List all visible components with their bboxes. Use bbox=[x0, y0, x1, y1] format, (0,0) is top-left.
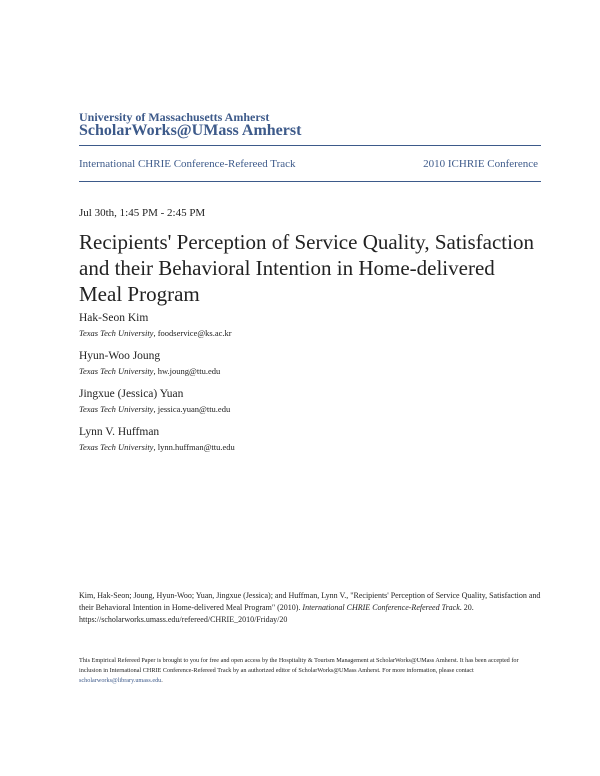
citation-url[interactable]: https://scholarworks.umass.edu/refereed/CHRIE_2010/Friday/20 bbox=[79, 615, 288, 624]
access-notice bbox=[79, 656, 541, 686]
citation-text: Kim, Hak-Seon; Joung, Hyun-Woo; Yuan, Jingxue (Jessica); and Huffman, Lynn V., "Recipients' Perception of Service Quality, Satisfaction and their Behavioral Intention in Home-delivered Meal Program" (2010). bbox=[79, 591, 541, 612]
contact-email-link[interactable]: scholarworks@library.umass.edu bbox=[79, 677, 162, 684]
author-institution: Texas Tech University bbox=[79, 366, 154, 376]
author-name: Hyun-Woo Joung bbox=[79, 350, 161, 362]
author-name: Jingxue (Jessica) Yuan bbox=[79, 388, 184, 400]
author-institution: Texas Tech University bbox=[79, 442, 154, 452]
author-affiliation: Texas Tech University, lynn.huffman@ttu.edu bbox=[79, 442, 235, 452]
track-link[interactable]: International CHRIE Conference-Refereed Track bbox=[79, 158, 296, 170]
author-email[interactable]: hw.joung@ttu.edu bbox=[157, 366, 221, 376]
notice-end: . bbox=[161, 677, 163, 684]
institution-name: University of Massachusetts Amherst bbox=[79, 110, 270, 124]
author-name: Hak-Seon Kim bbox=[79, 312, 149, 324]
author-name: Lynn V. Huffman bbox=[79, 426, 160, 438]
repository-name[interactable]: ScholarWorks@UMass Amherst bbox=[79, 122, 302, 139]
author-email[interactable]: foodservice@ks.ac.kr bbox=[157, 328, 232, 338]
author-institution: Texas Tech University bbox=[79, 404, 154, 414]
citation-suffix: . 20. bbox=[459, 603, 474, 612]
citation-venue: International CHRIE Conference-Refereed Track bbox=[302, 603, 460, 612]
recommended-citation bbox=[79, 590, 541, 626]
notice-text: This Empirical Refereed Paper is brought to you for free and open access by the Hospitality & Tourism Management at ScholarWorks@UMass Amherst. It has been accepted for inclusion in International CHRIE Conference-Refereed Track by an authorized editor of ScholarWorks@UMass Amherst. For more information, please contact bbox=[79, 657, 519, 674]
author-email[interactable]: lynn.huffman@ttu.edu bbox=[157, 442, 235, 452]
paper-title: Recipients' Perception of Service Quality, Satisfaction and their Behavioral Intention in Home-delivered Meal Program bbox=[79, 230, 534, 306]
author-affiliation: Texas Tech University, jessica.yuan@ttu.edu bbox=[79, 404, 231, 414]
author-affiliation: Texas Tech University, foodservice@ks.ac.kr bbox=[79, 328, 232, 338]
header-divider-top bbox=[79, 145, 541, 146]
header-divider-bottom bbox=[79, 181, 541, 182]
session-time: Jul 30th, 1:45 PM - 2:45 PM bbox=[79, 207, 206, 219]
author-affiliation: Texas Tech University, hw.joung@ttu.edu bbox=[79, 366, 221, 376]
author-email[interactable]: jessica.yuan@ttu.edu bbox=[157, 404, 231, 414]
author-institution: Texas Tech University bbox=[79, 328, 154, 338]
conference-link[interactable]: 2010 ICHRIE Conference bbox=[423, 158, 538, 170]
